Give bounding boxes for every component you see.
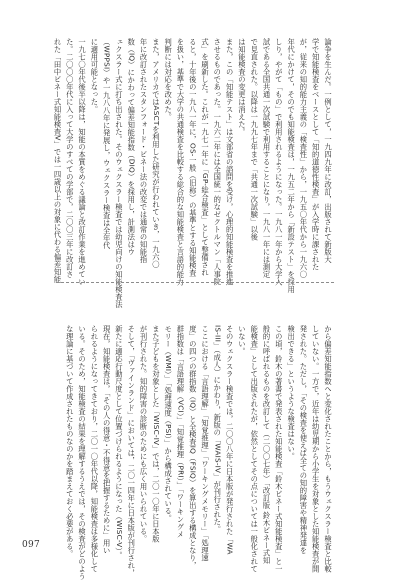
text-column: ここにおける「言語理解」「知覚推理」「ワーキングメモリー」「処理速 [201,325,211,562]
text-column: ると，十年後の一九八一年に，OS-一般（旧称）の基準とする知能検査 [188,38,198,277]
main-text-block [53,38,334,308]
text-column: られるようになってきており，二〇一〇年代以降，知能検査は多様化して [90,325,100,573]
text-column: 検出できる」というような検査はない。 [287,325,297,460]
text-column: れた「田中ビネー式知能検査V」では一四歳以上の対象に代わる偏差知能 [53,38,63,284]
text-column: 一九七〇年代後半以降は，知能の本質をめぐる議論と改訂作業を進めてい [78,38,88,286]
text-column: は知能検査の変更は消えた。 [237,38,247,136]
text-column: 現在，知能検査は，「その人の得意・不得意を把握するために」用い [102,325,112,554]
text-column: で見直された。以降は一九九七年まで「共通一次試験」以後 [250,38,260,241]
text-column: 式」を刷新した。これが一九七一年に「GP-総合検査」として整備され [201,38,211,277]
text-column: 判断には対応を改めた。 [164,38,174,121]
text-column: そのウェクスラー検査では，二〇〇八年に日本版が発行された「WA [225,325,235,555]
text-column: いない。 [237,325,247,355]
text-column: また，この「知能テスト」は文部省の諮問を受け，心理的知能検査を推進 [225,38,235,286]
text-column: から偏差知能指数へと変化されたことから，もうウェクスラー検査と比較 [324,325,333,573]
text-column: 発された。ただし，「その検査を使えば全ての知的障害や精神発達を [299,325,309,554]
text-column: モリー（WMI）」「処理速度（PSI）」から構成されている。 [164,325,174,523]
text-column: が，従来の知的能力主義の「検査性」から，一九五〇年代から一九六〇 [299,38,309,278]
text-column: 度」の四つの群指数（IQ）と全検査IQ（FSIQ）を算出する構成となり， [188,325,198,569]
text-column: また子どもを対象とした「WISC-IV」では，二〇一〇年に日本版 [151,325,161,543]
footnote-text-block [56,325,334,580]
page-number: 097 [22,540,41,550]
text-column: ェクスラー式に打ち出された。そのウェクスラー検査では幼児向けの知能検査法 [114,38,124,308]
text-column: いる。そのため，知能検査の結果を理解するうえでは，その検査がどのよう [78,325,88,580]
text-column: な理論に基づいて作成されたものなのかを踏まえておく必要がある。 [65,325,75,558]
text-column: 論争を生んだ。一例として，一九四九年に改訂，出版されて新版大 [324,38,333,263]
text-column: 年代にかけて，そのでも知能検査は，一九五二年から「新設テスト」を採用 [287,38,297,293]
text-column: 新たに適応行動尺度として位置づけられるようになった（WISC-V）。 [114,325,124,559]
text-column: を扱い，基準で大学の共通検査を比較する総合的な知能検査と言語的能力 [176,38,186,286]
text-column: また，アメリカではASCTを利用した研究が行われていき，一九六〇 [151,38,161,268]
text-column: そして，「ヴァインランド」においては，二〇一四年に日本版が刊行され， [127,325,137,577]
text-column: この頃，鈴木の著書で発表された知能検査「鈴木ビネー式知能検査」と一 [274,325,284,573]
text-column: が刊行された。知的障害の診断のためにも広く用いられている。 [139,325,149,543]
text-column: 能検査」として出版されたが，依然としてその点については一般化されて [250,325,260,573]
text-column: 数（IQ）にかわって偏差知能指数（DIQ）を採用し，計測法はウ [127,38,137,256]
text-column: （WPPSI）や一九八八年に発展し，ウェクスラー検査は全年代 [102,38,112,250]
text-column: 般的に呼ばれるものを改訂して（二〇〇七年）「改訂版 鈴木ビネー式知 [262,325,272,564]
text-column: た。二〇〇〇年代に入って大学のすべての学部で，二〇〇三年に改訂さ [65,38,75,278]
text-column: 学で知能検査をベースとして「知的道徳性検査」が入学時に課された [311,38,321,271]
text-column: させるものであった。一九六二年には全国統一的なゼクトルマン「人事院 [213,38,223,286]
text-column: に適用可能となった。 [90,38,100,113]
text-column: 年に改訂されたスタンフォード・ビネー法の改変では通常の知能指 [139,38,149,263]
section-divider [56,282,334,283]
text-column: していない。一方で，近年は幼児期から小学生を対象とした知能検査が開 [311,325,321,573]
text-column: 群指数は「言語理解（VCI）」「知覚推理（PRI）」「ワーキングメ [176,325,186,538]
text-column: しり，やがて「もの」で利用されるようになった。一九八一年から大学入 [274,38,284,286]
text-column: 試である全国共通一次試験で利用することになり，一九八一年には測定 [262,38,272,278]
text-column: IS-III」（成人）にかわり，新版の「WAIS-IV」が刊行された。 [213,325,223,534]
